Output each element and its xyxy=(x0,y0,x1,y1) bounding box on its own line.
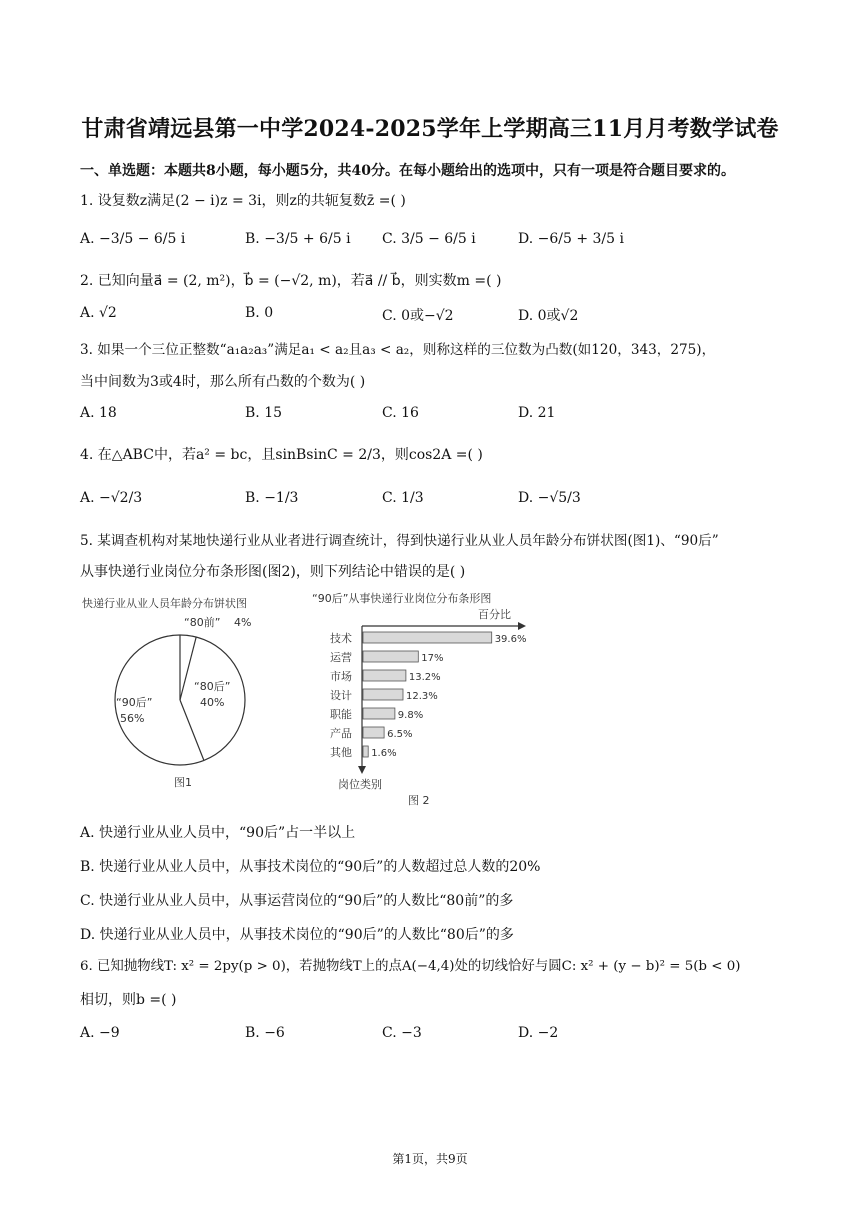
q2-option-c: C. 0或−√2 xyxy=(382,308,454,324)
page-title: 甘肃省靖远县第一中学2024-2025学年上学期高三11月月考数学试卷 xyxy=(81,116,779,142)
q5-stem-line2: 从事快递行业岗位分布条形图(图2)，则下列结论中错误的是( ) xyxy=(80,564,466,580)
bar xyxy=(363,689,403,700)
q6-option-c: C. −3 xyxy=(382,1025,422,1041)
q1-option-a: A. −3/5 − 6/5 i xyxy=(80,231,186,247)
pie-value-80qian: 4% xyxy=(234,616,252,629)
q5-option-d: D. 快递行业从业人员中，从事技术岗位的“90后”的人数比“80后”的多 xyxy=(80,927,514,943)
pie-value-80hou: 40% xyxy=(200,696,225,709)
q3-stem-line2: 当中间数为3或4时，那么所有凸数的个数为( ) xyxy=(80,374,366,390)
pie-slice-2-edge xyxy=(180,700,204,760)
bar-y-axis-arrow xyxy=(358,766,366,774)
q1-stem: 1. 设复数z满足(2 − i)z = 3i，则z的共轭复数z̄ =( ) xyxy=(80,193,406,209)
q6-option-b: B. −6 xyxy=(245,1025,285,1041)
bar-category-label: 设计 xyxy=(330,689,352,702)
bar-category-label: 其他 xyxy=(330,746,352,759)
bar-x-axis-arrow xyxy=(518,622,526,630)
bar-value-label: 1.6% xyxy=(371,748,397,759)
bar xyxy=(363,632,492,643)
q4-option-c: C. 1/3 xyxy=(382,490,424,506)
bar-value-label: 13.2% xyxy=(408,672,441,683)
pie-caption: 图1 xyxy=(174,776,192,789)
bar-category-label: 产品 xyxy=(330,727,352,740)
q6-option-a: A. −9 xyxy=(80,1025,120,1041)
bar xyxy=(363,670,406,681)
pie-chart xyxy=(80,590,290,795)
bar-category-label: 运营 xyxy=(330,651,352,664)
pie-label-80qian: “80前” xyxy=(184,616,221,629)
q5-option-b: B. 快递行业从业人员中，从事技术岗位的“90后”的人数超过总人数的20% xyxy=(80,859,541,875)
q3-stem-line1: 3. 如果一个三位正整数“a₁a₂a₃”满足a₁ < a₂且a₃ < a₂，则称这样的三位数为凸数(如120，343，275)， xyxy=(80,342,716,358)
bar xyxy=(363,708,395,719)
bar xyxy=(363,651,418,662)
bar xyxy=(363,727,384,738)
q1-option-d: D. −6/5 + 3/5 i xyxy=(518,231,624,247)
bar-value-label: 9.8% xyxy=(397,710,424,721)
pie-value-90hou: 56% xyxy=(120,712,145,725)
bar-chart-ylabel: 岗位类别 xyxy=(338,778,382,791)
bar-value-label: 6.5% xyxy=(387,729,413,740)
q2-option-d: D. 0或√2 xyxy=(518,308,579,324)
q3-option-b: B. 15 xyxy=(245,405,283,421)
bar-caption: 图 2 xyxy=(408,794,430,807)
bar-chart-title: “90后”从事快递行业岗位分布条形图 xyxy=(312,592,492,605)
q5-option-a: A. 快递行业从业人员中，“90后”占一半以上 xyxy=(80,825,356,841)
q5-stem-line1: 5. 某调查机构对某地快递行业从业者进行调查统计，得到快递行业从业人员年龄分布饼状图(图1)、“90后” xyxy=(80,533,719,549)
q2-option-a: A. √2 xyxy=(80,305,117,321)
q2-stem: 2. 已知向量a⃗ = (2, m²)，b⃗ = (−√2, m)，若a⃗ // b⃗，则实数m =( ) xyxy=(80,273,502,289)
q5-option-c: C. 快递行业从业人员中，从事运营岗位的“90后”的人数比“80前”的多 xyxy=(80,893,514,909)
bar-mark-group xyxy=(330,631,526,759)
bar-value-label: 17% xyxy=(421,653,444,664)
q4-option-a: A. −√2/3 xyxy=(80,490,143,506)
section-heading: 一、单选题：本题共8小题，每小题5分，共40分。在每小题给出的选项中，只有一项是符合题目要求的。 xyxy=(80,163,735,179)
q6-stem-line2: 相切，则b =( ) xyxy=(80,992,177,1008)
bar-category-label: 技术 xyxy=(330,632,352,645)
bar-chart xyxy=(310,588,550,810)
q4-stem: 4. 在△ABC中，若a² = bc，且sinBsinC = 2/3，则cos2A =( ) xyxy=(80,447,483,463)
q2-option-b: B. 0 xyxy=(245,305,274,321)
pie-label-80hou: “80后” xyxy=(194,680,231,693)
bar-value-label: 39.6% xyxy=(494,634,527,645)
q4-option-d: D. −√5/3 xyxy=(518,490,581,506)
pie-chart-title: 快递行业从业人员年龄分布饼状图 xyxy=(82,597,247,610)
bar-value-label: 12.3% xyxy=(406,691,438,702)
bar-category-label: 市场 xyxy=(330,670,352,683)
q1-option-c: C. 3/5 − 6/5 i xyxy=(382,231,476,247)
q4-option-b: B. −1/3 xyxy=(245,490,299,506)
q3-option-c: C. 16 xyxy=(382,405,419,421)
q6-stem-line1: 6. 已知抛物线T: x² = 2py(p > 0)，若抛物线T上的点A(−4,4)处的切线恰好与圆C: x² + (y − b)² = 5(b < 0) xyxy=(80,959,741,974)
pie-label-90hou: “90后” xyxy=(116,696,153,709)
bar xyxy=(363,746,368,757)
q1-option-b: B. −3/5 + 6/5 i xyxy=(245,231,351,247)
q3-option-d: D. 21 xyxy=(518,405,556,421)
q6-option-d: D. −2 xyxy=(518,1025,559,1041)
q3-option-a: A. 18 xyxy=(80,405,117,421)
bar-chart-xlabel: 百分比 xyxy=(478,608,511,621)
page-footer: 第1页，共9页 xyxy=(392,1152,468,1166)
bar-category-label: 职能 xyxy=(330,708,352,721)
